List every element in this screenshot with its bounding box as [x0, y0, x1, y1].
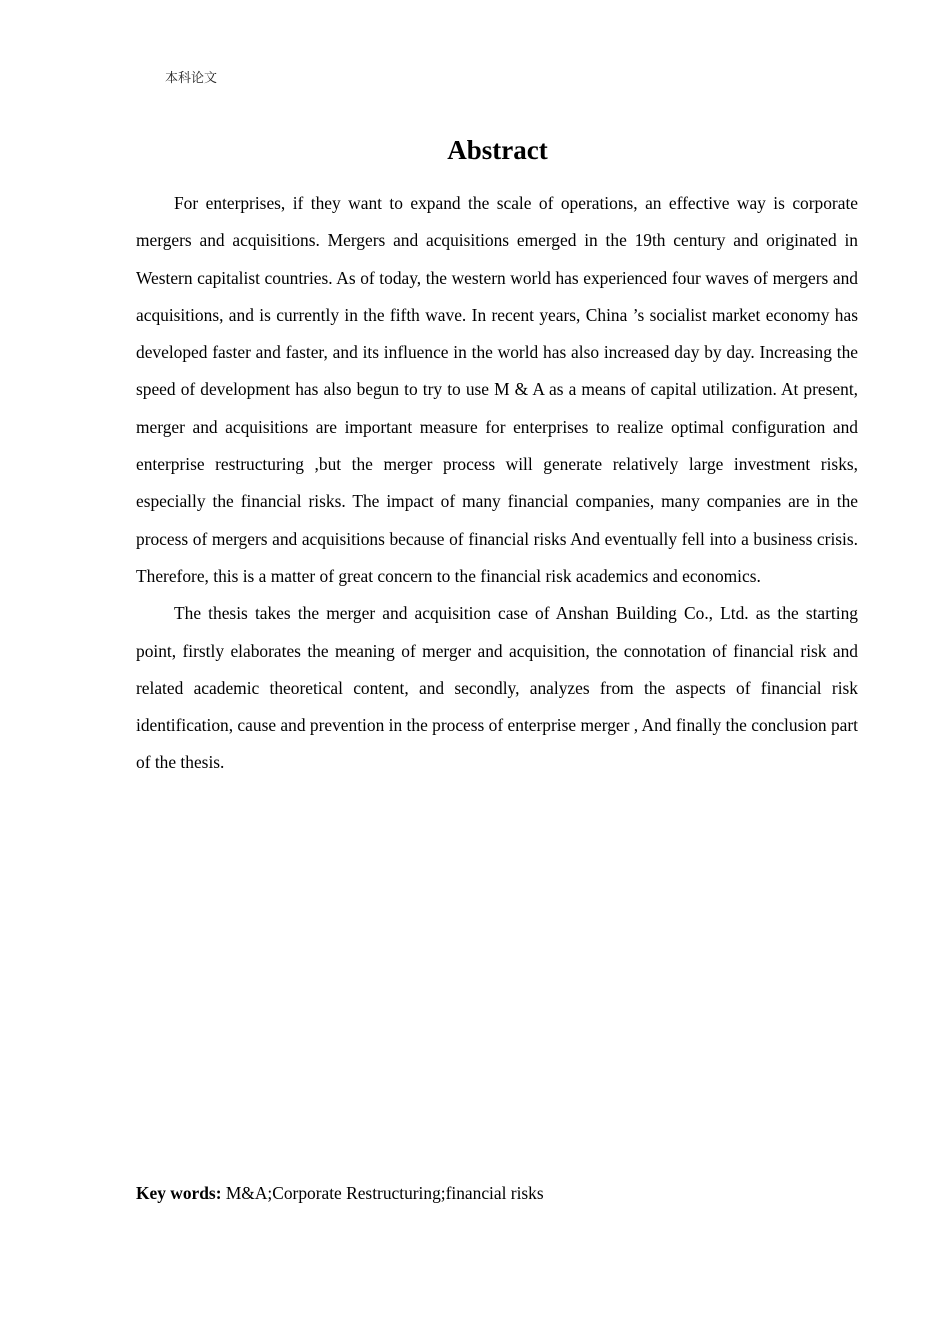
- running-header: 本科论文: [165, 71, 218, 86]
- keywords-label: Key words:: [136, 1183, 222, 1203]
- page-title: Abstract: [447, 135, 548, 165]
- keywords-line: [136, 1180, 544, 1206]
- abstract-paragraph-2: The thesis takes the merger and acquisition case of Anshan Building Co., Ltd. as the starting point, firstly elaborates the meaning of merger and acquisition, the connotation of financial risk and related academic theoretical content, and secondly, analyzes from the aspects of financial risk identification, cause and prevention in the process of enterprise merger , And finally the conclusion part of the thesis.: [136, 603, 858, 773]
- keywords-value: M&A;Corporate Restructuring;financial risks: [221, 1183, 544, 1203]
- abstract-body: [136, 185, 858, 782]
- abstract-paragraph-1: For enterprises, if they want to expand the scale of operations, an effective way is corporate mergers and acquisitions. Mergers and acquisitions emerged in the 19th century and originated in Western capitalist countries. As of today, the western world has experienced four waves of mergers and acquisitions, and is currently in the fifth wave. In recent years, China ’s socialist market economy has developed faster and faster, and its influence in the world has also increased day by day. Increasing the speed of development has also begun to try to use M & A as a means of capital utilization. At present, merger and acquisitions are important measure for enterprises to realize optimal configuration and enterprise restructuring ,but the merger process will generate relatively large investment risks, especially the financial risks. The impact of many financial companies, many companies are in the process of mergers and acquisitions because of financial risks And eventually fell into a business crisis. Therefore, this is a matter of great concern to the financial risk academics and economics.: [136, 193, 858, 586]
